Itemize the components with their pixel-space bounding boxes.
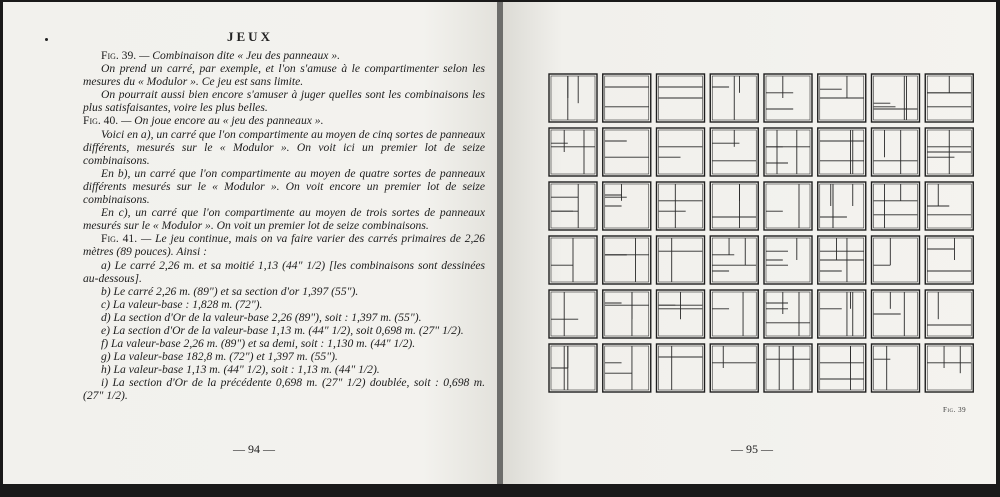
figure-reference: Fig. 40. — [83, 114, 119, 128]
paragraph-text: — Le jeu continue, mais on va faire varier des carrés primaires de 2,26 mètres (89 pouces). Ainsi : — [83, 232, 485, 259]
paragraph — [83, 324, 485, 337]
panel-square — [549, 290, 597, 338]
paragraph — [83, 128, 485, 167]
panel-square — [872, 236, 920, 284]
paragraph-text: a) Le carré 2,26 m. et sa moitié 1,13 (44" 1/2) [les combinaisons sont dessinées au-dessous]. — [83, 258, 485, 285]
panel-square — [872, 344, 920, 392]
panel-square — [549, 74, 597, 122]
panel-square — [818, 182, 866, 230]
paragraph — [83, 114, 485, 127]
panel-square — [657, 344, 705, 392]
paragraph — [83, 350, 485, 363]
panel-square — [872, 182, 920, 230]
paragraph — [83, 232, 485, 258]
paragraph-text: On prend un carré, par exemple, et l'on s'amuse à le compartimenter selon les mesures du « Modulor ». Ce jeu est sans limite. — [83, 62, 485, 89]
paragraph-text: En b), un carré que l'on compartimente au moyen de quatre sortes de panneaux différents mesurés sur le « Modulor ». On voit encore un premier lot de seize combinaisons. — [83, 166, 485, 207]
panel-square — [764, 182, 812, 230]
paragraph — [83, 363, 485, 376]
panel-square — [764, 74, 812, 122]
panel-square — [764, 344, 812, 392]
panel-square — [549, 344, 597, 392]
right-page — [503, 2, 996, 484]
paragraph — [83, 62, 485, 88]
panel-square — [657, 290, 705, 338]
panel-square — [925, 344, 973, 392]
panel-square — [710, 344, 758, 392]
paragraph — [83, 337, 485, 350]
paragraph — [83, 376, 485, 402]
panel-square — [549, 236, 597, 284]
panel-square — [657, 182, 705, 230]
panel-square — [710, 290, 758, 338]
panel-square — [710, 128, 758, 176]
paragraph-text: On pourrait aussi bien encore s'amuser à juger quelles sont les combinaisons les plus satisfaisantes, voire les plus belles. — [83, 88, 485, 115]
panel-square — [925, 74, 973, 122]
body-text — [83, 49, 485, 403]
paragraph — [83, 311, 485, 324]
panel-combinations-figure — [547, 72, 977, 396]
panel-square — [764, 290, 812, 338]
paragraph — [83, 49, 485, 62]
figure-reference: Fig. 41. — [101, 232, 138, 246]
paragraph — [83, 206, 485, 232]
panel-square — [925, 290, 973, 338]
panel-square — [710, 236, 758, 284]
paragraph-text: i) La section d'Or de la précédente 0,698 m. (27" 1/2) doublée, soit : 0,698 m. (27" 1/2). — [83, 376, 485, 403]
paragraph-text: c) La valeur-base : 1,828 m. (72"). — [101, 297, 263, 311]
panel-square — [603, 182, 651, 230]
left-page — [3, 2, 497, 484]
panel-square — [603, 344, 651, 392]
panel-square — [764, 128, 812, 176]
paragraph — [83, 259, 485, 285]
panel-square — [657, 128, 705, 176]
paragraph-text: d) La section d'Or de la valeur-base 2,26 (89"), soit : 1,397 m. (55"). — [101, 310, 422, 324]
paragraph-text: e) La section d'Or de la valeur-base 1,13 m. (44" 1/2), soit 0,698 m. (27" 1/2). — [101, 323, 464, 337]
running-head: JEUX — [227, 29, 273, 44]
paragraph-text: g) La valeur-base 182,8 m. (72") et 1,397 m. (55"). — [101, 350, 338, 364]
panel-square — [710, 182, 758, 230]
paragraph — [83, 88, 485, 114]
panel-square — [818, 74, 866, 122]
paragraph-text: — On joue encore au « jeu des panneaux ». — [118, 114, 324, 128]
paragraph-text: Voici en a), un carré que l'on compartimente au moyen de cinq sortes de panneaux différents, mesurés sur le « Modulor ». On voit ici un premier lot de seize combinaisons. — [83, 127, 486, 167]
panel-square — [603, 290, 651, 338]
panel-square — [818, 128, 866, 176]
paragraph-text: En c), un carré que l'on compartimente au moyen de trois sortes de panneaux mesurés sur le « Modulor ». On voit un premier lot de seize combinaisons. — [83, 206, 485, 233]
panel-square — [818, 236, 866, 284]
panel-square — [603, 74, 651, 122]
panel-square — [710, 74, 758, 122]
page-number-left: — 94 — — [233, 442, 275, 456]
panel-square — [603, 236, 651, 284]
paragraph — [83, 298, 485, 311]
panel-square — [872, 290, 920, 338]
panel-square — [925, 182, 973, 230]
panel-square — [549, 182, 597, 230]
panel-square — [818, 290, 866, 338]
panel-square — [872, 74, 920, 122]
panel-square — [549, 128, 597, 176]
panel-square — [657, 236, 705, 284]
panel-square — [872, 128, 920, 176]
paragraph — [83, 285, 485, 298]
paragraph-text: b) Le carré 2,26 m. (89") et sa section d'or 1,397 (55"). — [101, 284, 359, 298]
panel-square — [925, 236, 973, 284]
panel-square — [603, 128, 651, 176]
paragraph-text: f) La valeur-base 2,26 m. (89") et sa demi, soit : 1,130 m. (44" 1/2). — [101, 337, 416, 351]
panel-square — [925, 128, 973, 176]
figure-caption: Fig. 39 — [943, 406, 967, 414]
page-number-right: — 95 — — [731, 442, 773, 456]
panel-square — [657, 74, 705, 122]
panel-square — [764, 236, 812, 284]
paragraph-text: — Combinaison dite « Jeu des panneaux ». — [136, 49, 341, 62]
paragraph — [83, 167, 485, 206]
paragraph-text: h) La valeur-base 1,13 m. (44" 1/2), soit : 1,13 m. (44" 1/2). — [101, 363, 380, 377]
panel-square — [818, 344, 866, 392]
figure-reference: Fig. 39. — [101, 49, 137, 62]
